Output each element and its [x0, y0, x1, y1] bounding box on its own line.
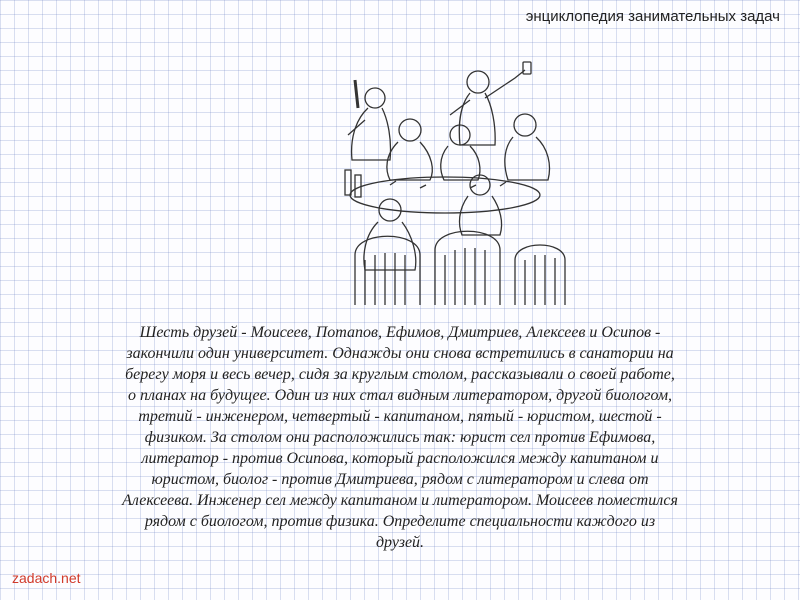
friends-at-table-illustration	[320, 60, 570, 305]
round-table	[350, 177, 540, 213]
chair-right	[515, 245, 565, 305]
standing-man-figure	[450, 62, 531, 145]
site-logo[interactable]: zadach.net	[12, 570, 81, 586]
problem-text: Шесть друзей - Моисеев, Потапов, Ефимов, Дмитриев, Алексеев и Осипов - закончили один университет. Однажды они снова встретились в санатории на берегу моря и весь вечер, сидя за круглым столом, рассказывали о своей работе, о планах на будущее. Один из них стал видным литератором, другой биологом, третий - инженером, четвертый - капитаном, пятый - юристом, шестой - физиком. За столом они расположились так: юрист сел против Ефимова, литератор - против Осипова, который расположился между капитаном и юристом, биолог - против Дмитриева, рядом с литератором и слева от Алексеева. Инженер сел между капитаном и литератором. Моисеев поместился рядом с биологом, против физика. Определите специальности каждого из друзей.	[122, 324, 678, 551]
left-man-figure	[348, 80, 391, 160]
chair-middle	[435, 231, 500, 305]
page-title: энциклопедия занимательных задач	[525, 8, 780, 25]
